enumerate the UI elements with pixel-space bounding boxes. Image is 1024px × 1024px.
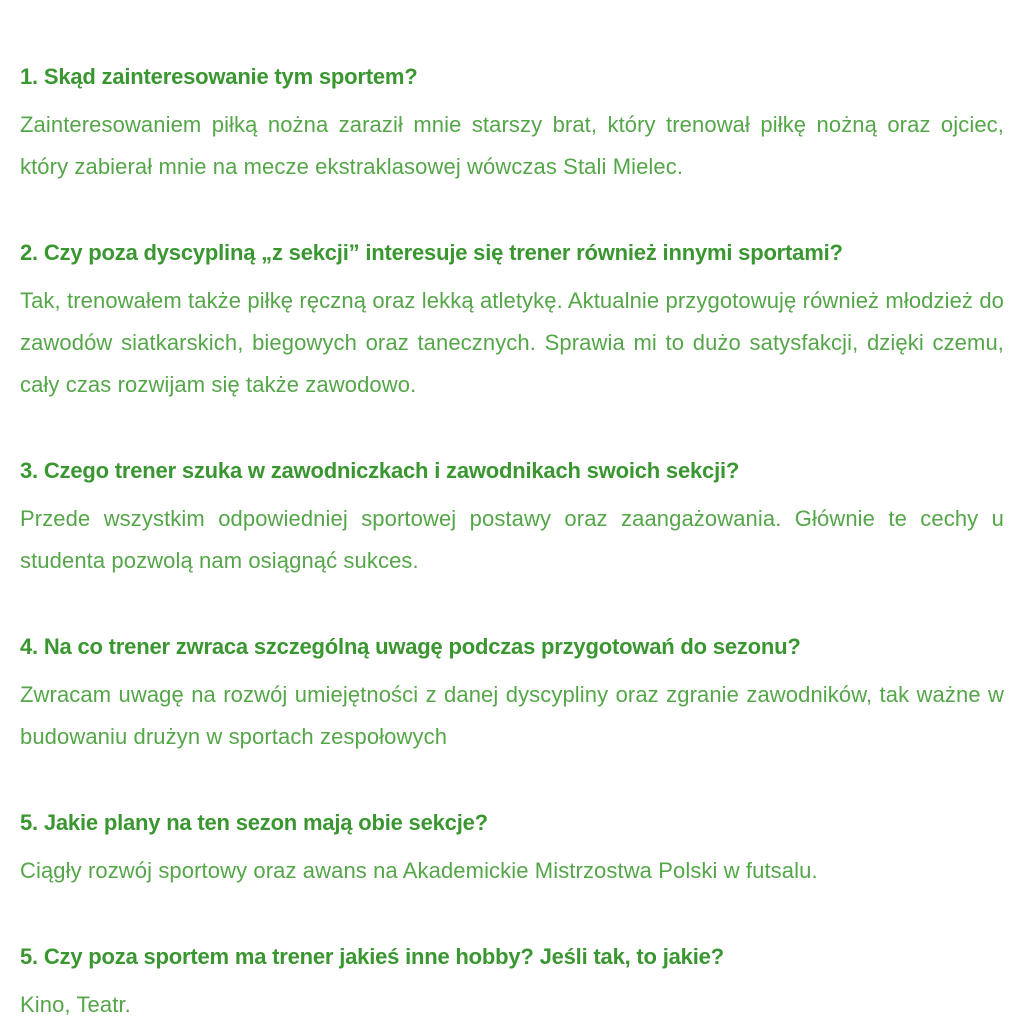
qa-item [20,632,1004,758]
question-heading: 5. Czy poza sportem ma trener jakieś inne hobby? Jeśli tak, to jakie? [20,944,724,969]
answer-text: Tak, trenowałem także piłkę ręczną oraz lekką atletykę. Aktualnie przygotowuję również młodzież do zawodów siatkarskich, biegowych oraz tanecznych. Sprawia mi to dużo satysfakcji, dzięki czemu, cały czas rozwijam się także zawodowo. [20,288,1004,397]
qa-item [20,62,1004,188]
question-heading: 2. Czy poza dyscypliną „z sekcji” interesuje się trener również innymi sportami? [20,240,843,265]
answer-text: Przede wszystkim odpowiedniej sportowej postawy oraz zaangażowania. Głównie te cechy u studenta pozwolą nam osiągnąć sukces. [20,506,1004,573]
answer-text: Ciągły rozwój sportowy oraz awans na Akademickie Mistrzostwa Polski w futsalu. [20,858,818,883]
question-heading: 1. Skąd zainteresowanie tym sportem? [20,64,418,89]
question-heading: 4. Na co trener zwraca szczególną uwagę podczas przygotowań do sezonu? [20,634,801,659]
qa-item [20,942,1004,1024]
qa-list [20,62,1004,1024]
answer-text: Zainteresowaniem piłką nożna zaraził mnie starszy brat, który trenował piłkę nożną oraz ojciec, który zabierał mnie na mecze ekstraklasowej wówczas Stali Mielec. [20,112,1004,179]
answer-text: Zwracam uwagę na rozwój umiejętności z danej dyscypliny oraz zgranie zawodników, tak ważne w budowaniu drużyn w sportach zespołowych [20,682,1004,749]
question-heading: 3. Czego trener szuka w zawodniczkach i zawodnikach swoich sekcji? [20,458,740,483]
qa-item [20,808,1004,892]
qa-item [20,456,1004,582]
answer-text: Kino, Teatr. [20,992,131,1017]
question-heading: 5. Jakie plany na ten sezon mają obie sekcje? [20,810,488,835]
qa-item [20,238,1004,406]
